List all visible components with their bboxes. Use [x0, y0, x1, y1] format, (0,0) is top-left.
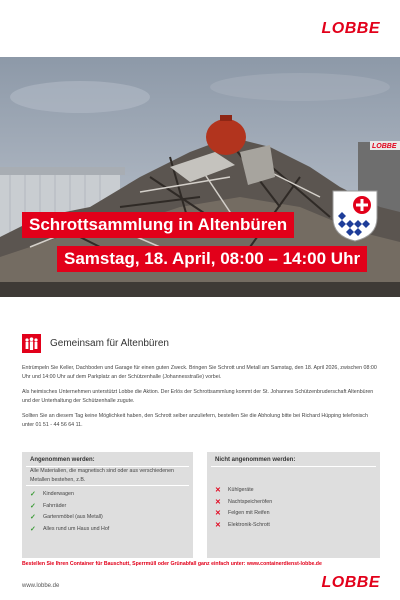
accepted-title: Angenommen werden: [30, 457, 95, 463]
rejected-list [207, 467, 380, 531]
accepted-intro: Alle Materialien, die magnetisch sind oder aus verschiedenen Metallen bestehen, z.B. [30, 468, 174, 483]
rejected-title: Nicht angenommen werden: [215, 457, 296, 463]
list-item: ✓ Kinderwagen [30, 489, 185, 501]
people-group-icon [22, 334, 41, 353]
cross-icon: ✕ [215, 521, 221, 529]
section-title: Gemeinsam für Altenbüren [50, 338, 169, 349]
list-item: ✓ Alles rund um Haus und Hof [30, 524, 185, 536]
section-header [22, 334, 169, 353]
altenbueren-crest-icon [332, 190, 378, 242]
list-item: ✕ Kühlgeräte [215, 485, 372, 497]
cross-icon: ✕ [215, 510, 221, 517]
intro-paragraph: Entrümpeln Sie Keller, Dachboden und Garage für einen guten Zweck. Bringen Sie Schrott und Metall am Samstag, den 18. April 2026, zwischen 08:00 Uhr und 14:00 Uhr auf dem Parkplatz an der Schützenhalle (Johannesstraße) vorbei. [22, 365, 377, 380]
list-item: ✕ Felgen mit Reifen [215, 508, 372, 520]
support-paragraph: Als heimisches Unternehmen unterstützt Lobbe die Aktion. Der Erlös der Schrottsammlung kommt der St. Johannes Schützenbruderschaft Altenbüren und der Unterhaltung der Schützenhalle zugute. [22, 389, 374, 404]
building-sign-text: LOBBE [372, 143, 397, 150]
list-item: ✓ Fahrräder [30, 501, 185, 513]
list-item: ✕ Nachtspeicheröfen [215, 497, 372, 509]
footer-website-link[interactable]: www.lobbe.de [22, 583, 60, 589]
list-item: ✓ Gartenmöbel (aus Metall) [30, 512, 185, 524]
list-item: ✕ Elektronik-Schrott [215, 520, 372, 532]
check-icon: ✓ [30, 491, 36, 498]
check-icon: ✓ [30, 514, 36, 521]
container-order-link[interactable]: Bestellen Sie Ihren Container für Bauschutt, Sperrmüll oder Grünabfall ganz einfach unter: www.containerdienst-lobbe.de [22, 561, 322, 567]
event-date-time: Samstag, 18. April, 08:00 – 14:00 Uhr [57, 246, 367, 272]
cross-icon: ✕ [215, 487, 221, 494]
rejected-items-box [207, 452, 380, 558]
event-headline: Schrottsammlung in Altenbüren [22, 212, 294, 238]
cross-icon: ✕ [215, 498, 221, 506]
accepted-items-box [22, 452, 193, 558]
lobbe-logo-footer: LOBBE [321, 574, 380, 591]
check-icon: ✓ [30, 502, 36, 510]
accepted-list [22, 486, 193, 535]
pickup-paragraph: Sollten Sie an diesem Tag keine Möglichkeit haben, den Schrott selber anzuliefern, bestellen Sie die Abholung bitte bei Richard Hüpping telefonisch unter 01 51 - 44 56 64 11. [22, 413, 368, 428]
lobbe-logo: LOBBE [321, 20, 380, 37]
check-icon: ✓ [30, 525, 36, 533]
